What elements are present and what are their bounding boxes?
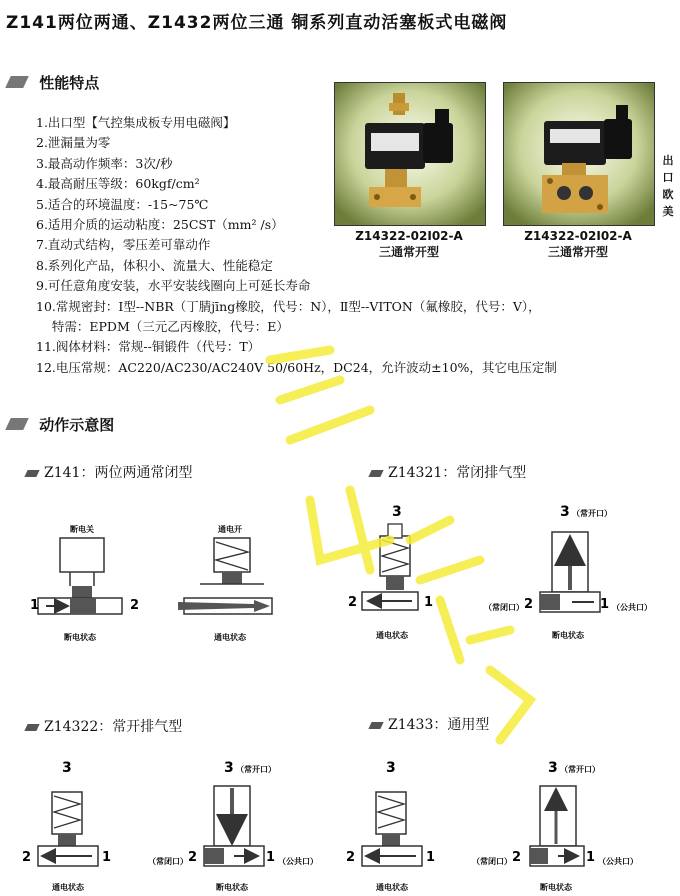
page-title: Z141两位两通、Z1432两位三通 铜系列直动活塞板式电磁阀 xyxy=(6,13,508,33)
label-off-close: 断电关 xyxy=(70,525,94,534)
port-com-label: （公共口） xyxy=(612,603,652,612)
port-2-label: 2 xyxy=(130,598,140,613)
port-1-label: 1 xyxy=(30,598,40,613)
port-2-label: 2 xyxy=(346,850,356,865)
diagram-z14322-title: Z14322：常开排气型 xyxy=(44,719,183,735)
section-features-heading xyxy=(8,72,99,93)
state-label: 通电状态 xyxy=(376,883,408,892)
port-no-label: （常开口） xyxy=(572,509,612,518)
feature-item: 2.泄漏量为零 xyxy=(36,135,111,151)
photo-2-model: Z14322-02Ⅰ02-A xyxy=(524,229,632,243)
diagram-z14321-on xyxy=(348,504,433,640)
port-nc-label: （常闭口） xyxy=(484,603,524,612)
port-2-label: 2 xyxy=(188,850,198,865)
section-marker-icon xyxy=(5,76,29,88)
diagram-z14321-heading xyxy=(370,462,526,482)
valve-product-image xyxy=(504,83,654,225)
diagram-z14322-on xyxy=(22,760,111,892)
state-label: 断电状态 xyxy=(216,883,248,892)
port-2-label: 2 xyxy=(22,850,32,865)
port-1-label: 1 xyxy=(586,850,596,865)
port-3-label: 3 xyxy=(224,760,234,776)
state-label: 通电状态 xyxy=(52,883,84,892)
section-schematic-heading xyxy=(8,414,114,435)
diagram-z1433-on xyxy=(346,760,435,892)
feature-item: 8.系列化产品，体积小、流量大、性能稳定 xyxy=(36,257,273,273)
product-photo-2 xyxy=(503,82,655,226)
bullet-icon xyxy=(24,470,39,477)
side-label-char: 出 xyxy=(662,154,674,167)
port-3-label: 3 xyxy=(392,504,402,520)
label-on-open: 通电开 xyxy=(218,525,242,534)
side-label-export xyxy=(660,152,676,220)
port-3-label: 3 xyxy=(386,760,396,776)
diagram-z141-heading xyxy=(26,462,192,482)
diagram-z14321-off xyxy=(484,504,652,640)
port-3-label: 3 xyxy=(560,504,570,520)
section-marker-icon xyxy=(5,418,29,430)
product-photo-1 xyxy=(334,82,486,226)
port-3-label: 3 xyxy=(548,760,558,776)
side-label-char: 欧 xyxy=(662,188,674,201)
port-no-label: （常开口） xyxy=(560,765,600,774)
port-1-label: 1 xyxy=(426,850,436,865)
feature-item: 9.可任意角度安装，水平安装线圈向上可延长寿命 xyxy=(36,278,311,294)
photo-1-model: Z14322-02Ⅰ02-A xyxy=(355,229,463,243)
feature-item: 11.阀体材料：常规--铜锻件（代号：T） xyxy=(36,339,261,355)
feature-item: 4.最高耐压等级：60kgf/cm² xyxy=(36,176,200,192)
diagram-z141-on xyxy=(178,524,272,642)
photo-1-caption xyxy=(334,228,484,260)
state-label: 断电状态 xyxy=(64,633,96,642)
section-schematic-label: 动作示意图 xyxy=(39,416,115,434)
port-com-label: （公共口） xyxy=(278,857,318,866)
state-label: 通电状态 xyxy=(214,633,246,642)
port-2-label: 2 xyxy=(348,595,358,610)
diagram-z14322-off xyxy=(148,760,318,892)
feature-item: 12.电压常规：AC220/AC230/AC240V 50/60Hz，DC24，允许波动±10%，其它电压定制 xyxy=(36,359,557,375)
port-3-label: 3 xyxy=(62,760,72,776)
diagram-z141-off xyxy=(30,524,139,642)
side-label-char: 美 xyxy=(662,205,674,218)
state-label: 断电状态 xyxy=(552,631,584,640)
port-com-label: （公共口） xyxy=(598,857,638,866)
section-features-label: 性能特点 xyxy=(39,74,100,92)
diagram-z14321-title: Z14321：常闭排气型 xyxy=(388,465,527,481)
port-no-label: （常开口） xyxy=(236,765,276,774)
schematic-diagrams xyxy=(0,490,680,896)
feature-item: 1.出口型【气控集成板专用电磁阀】 xyxy=(36,115,236,130)
feature-item: 10.常规密封：Ⅰ型--NBR（丁腈jīng橡胶，代号：N），Ⅱ型--VITON（氟橡胶，代号：V）， xyxy=(36,298,541,314)
diagram-z1433-title: Z1433：通用型 xyxy=(388,717,490,733)
port-2-label: 2 xyxy=(512,850,522,865)
photo-1-type: 三通常开型 xyxy=(378,245,439,259)
port-1-label: 1 xyxy=(424,595,434,610)
port-1-label: 1 xyxy=(266,850,276,865)
feature-item: 7.直动式结构，零压差可靠动作 xyxy=(36,237,211,253)
state-label: 通电状态 xyxy=(376,631,408,640)
bullet-icon xyxy=(368,470,383,477)
port-nc-label: （常闭口） xyxy=(148,857,188,866)
side-label-char: 口 xyxy=(662,171,674,184)
feature-item: 6.适用介质的运动粘度：25CST（mm² /s） xyxy=(36,216,284,232)
photo-2-caption xyxy=(503,228,653,260)
feature-item: 3.最高动作频率：3次/秒 xyxy=(36,155,173,171)
feature-item: 5.适合的环境温度：-15~75℃ xyxy=(36,196,209,212)
port-nc-label: （常闭口） xyxy=(472,857,512,866)
diagram-z141-title: Z141：两位两通常闭型 xyxy=(44,465,193,481)
feature-item: 特需：EPDM（三元乙丙橡胶，代号：E） xyxy=(36,318,289,334)
valve-product-image xyxy=(335,83,485,225)
state-label: 断电状态 xyxy=(540,883,572,892)
photo-2-type: 三通常开型 xyxy=(547,245,608,259)
port-2-label: 2 xyxy=(524,597,534,612)
port-1-label: 1 xyxy=(600,597,610,612)
port-1-label: 1 xyxy=(102,850,112,865)
diagram-z1433-off xyxy=(472,760,638,892)
